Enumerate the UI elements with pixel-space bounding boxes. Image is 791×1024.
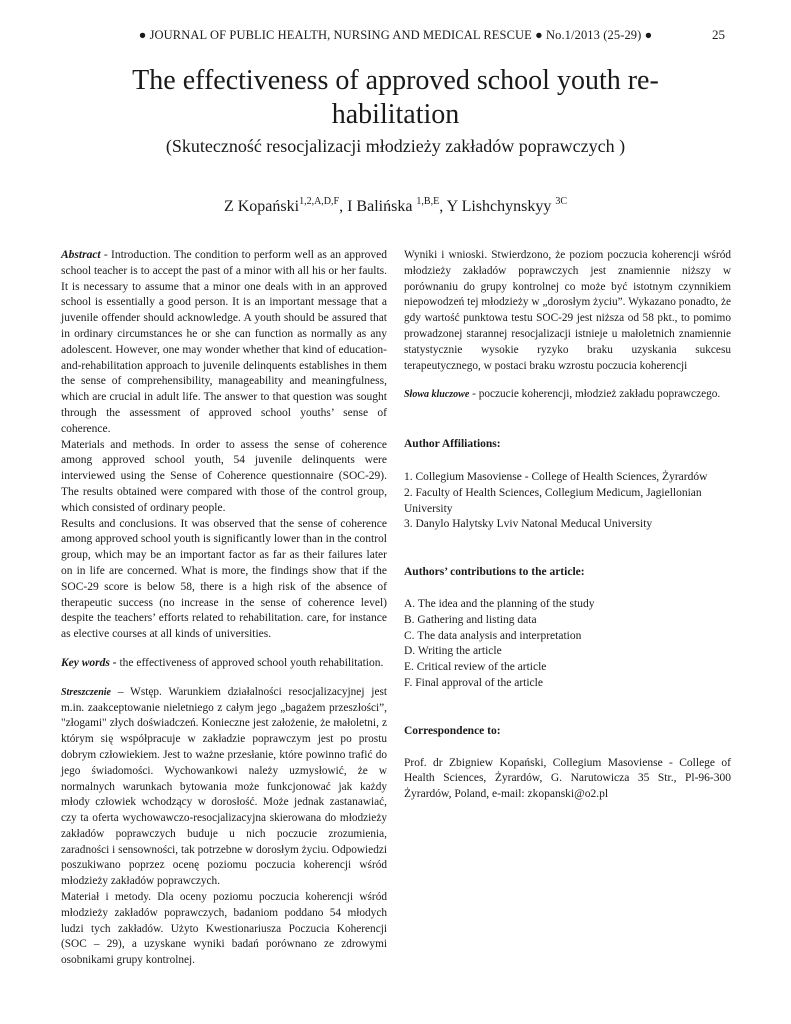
article-subtitle: (Skuteczność resocjalizacji młodzieży zakładów poprawczych ) (165, 136, 626, 156)
abstract-results: Results and conclusions. It was observed that the sense of coherence among approved school youth is significantly lower than in the control group, which may be an important factor as far as their failures later on in life are concerned. What is more, the findings show that if the SOC-29 score is below 58, there is a high risk of the absence of therapeutic success (no increase in the sense of coherence level) despite the teachers’ efforts related to rehabilitation. care, for instance as elective courses at all kinds of universities. (61, 517, 387, 641)
streszczenie-label: Streszczenie (61, 686, 111, 698)
author-separator: , (439, 198, 447, 215)
affiliations-list (404, 470, 731, 533)
list-item: 3. Danylo Halytsky Lviv Natonal Meducal University (404, 518, 653, 531)
list-item: E. Critical review of the article (404, 661, 547, 674)
left-column (61, 248, 387, 969)
correspondence-heading: Correspondence to: (404, 724, 501, 737)
affiliations-heading: Author Affiliations: (404, 438, 501, 451)
list-item: 1. Collegium Masoviense - College of Health Sciences, Żyrardów (404, 470, 708, 483)
author-name: I Balińska (347, 198, 413, 215)
keywords-label: Key words - (61, 656, 117, 669)
streszczenie-methods: Materiał i metody. Dla oceny poziomu poczucia koherencji wśród młodzieży zakładów poprawczych, badaniom poddano 54 młodych ludzi tych zakładów. Użyto Kwestionariusza Poczucia Koherencji (SOC – 29), a uzyskane wyniki badań porównano ze zdrowymi osobnikami grupy kontrolnej. (61, 891, 387, 967)
contributions-list (404, 597, 731, 692)
slowa-kluczowe-text: - poczucie koherencji, młodzież zakładu poprawczego. (469, 388, 721, 401)
author-separator: , (339, 198, 348, 215)
author-affiliation-marks: 1,2,A,D,F (299, 196, 340, 207)
author-affiliation-marks: 1,B,E (416, 196, 440, 207)
streszczenie-intro (61, 685, 387, 890)
article-title: The effectiveness of approved school youth re-habilitation (132, 65, 659, 130)
streszczenie-results: Wyniki i wnioski. Stwierdzono, że poziom poczucia koherencji wśród młodzieży zakładów poprawczych jest znamiennie niższy w porównaniu do grupy kontrolnej co może być istotnym czynnikiem niepowodzeń tej młodzieży w „dorosłym życiu”. Wykazano ponadto, że gdy wartość punktowa testu SOC-29 jest niższa od 58 pkt., to pomimo prowadzonej starannej resocjalizacji istnieje u małoletnich znamiennie statystycznie wysokie ryzyko braku uzyskania sukcesu terapeutycznego, w postaci braku wzrostu poczucia koherencji (404, 249, 731, 372)
streszczenie-intro-text: – Wstęp. Warunkiem działalności resocjalizacyjnej jest m.in. zaakceptowanie nieletniego z całym jego „bagażem przeszłości”, "złogami" złych doświadczeń. Konieczne jest założenie, że małoletni, z którym się współpracuje w zakładzie poprawczym jest po prostu dobrym człowiekiem. Jest to ważne przesłanie, które powinno trafić do jego świadomości. Wychowankowi należy uzmysłowić, że w normalnych warunkach bytowania może funkcjonować jak każdy młody człowiek wchodzący w dorosłość. Może jednak zastanawiać, czy ta oferta wychowawczo-resocjalizacyjna skierowana do młodzieży zakładów poprawczych buduje u nich poczucie zrozumienia, zaradności i sensowności, tak potrzebne w dorosłym życiu. Odpowiedzi poszukiwano poprzez ocenę poziomu poczucia koherencji wśród młodzieży zakładów poprawczych. (61, 685, 387, 888)
abstract-intro (61, 248, 387, 438)
list-item: B. Gathering and listing data (404, 613, 537, 626)
list-item: C. The data analysis and interpretation (404, 629, 582, 642)
list-item: F. Final approval of the article (404, 676, 543, 689)
slowa-kluczowe (404, 387, 731, 403)
author-list (60, 198, 731, 216)
right-column (404, 248, 731, 803)
list-item: D. Writing the article (404, 645, 502, 658)
abstract-intro-text: - Introduction. The condition to perform well as an approved school teacher is to accept the past of a minor with all his or her faults. It is necessary to assume that a minor one deals with in an approved school is essentially a good person. It is an important message that a juvenile offender should acknowledge. A youth should be assured that in ordinary circumstances he or she can function as normally as any adolescent. However, one may wonder whether that kind of education-and-rehabilitation approach to juvenile delinquents establishes in them the sense of comprehensibility, manageability and meaningfulness, which are crucial in adult life. The answer to that question was sought through the assessment of approved school youths’ sense of coherence. (61, 249, 387, 435)
abstract-label: Abstract (61, 249, 101, 261)
author-name: Z Kopański (223, 198, 300, 215)
list-item: A. The idea and the planning of the study (404, 597, 595, 610)
contributions-heading: Authors’ contributions to the article: (404, 566, 585, 579)
author-affiliation-marks: 3C (555, 196, 568, 207)
correspondence-text: Prof. dr Zbigniew Kopański, Collegium Masoviense - College of Health Sciences, Żyrardów, G. Narutowicza 35 Str., Pl-96-300 Żyrardów, Poland, e-mail: zkopanski@o2.pl (404, 756, 731, 801)
abstract-methods: Materials and methods. In order to assess the sense of coherence among approved school youth, 54 juvenile delinquents were interviewed using the Sense of Coherence questionnaire (SOC-29). The results obtained were compared with those of the control group, which consisted of ordinary people. (61, 438, 387, 514)
list-item: 2. Faculty of Health Sciences, Collegium Medicum, Jagiellonian University (404, 486, 702, 515)
keywords (61, 656, 387, 672)
author-name: Y Lishchynskyy (446, 198, 552, 215)
journal-header: ● JOURNAL OF PUBLIC HEALTH, NURSING AND MEDICAL RESCUE ● No.1/2013 (25-29) ● (138, 28, 653, 42)
page-number: 25 (712, 27, 725, 42)
slowa-kluczowe-label: Słowa kluczowe (404, 389, 470, 401)
keywords-text: the effectiveness of approved school youth rehabilitation. (116, 656, 384, 669)
